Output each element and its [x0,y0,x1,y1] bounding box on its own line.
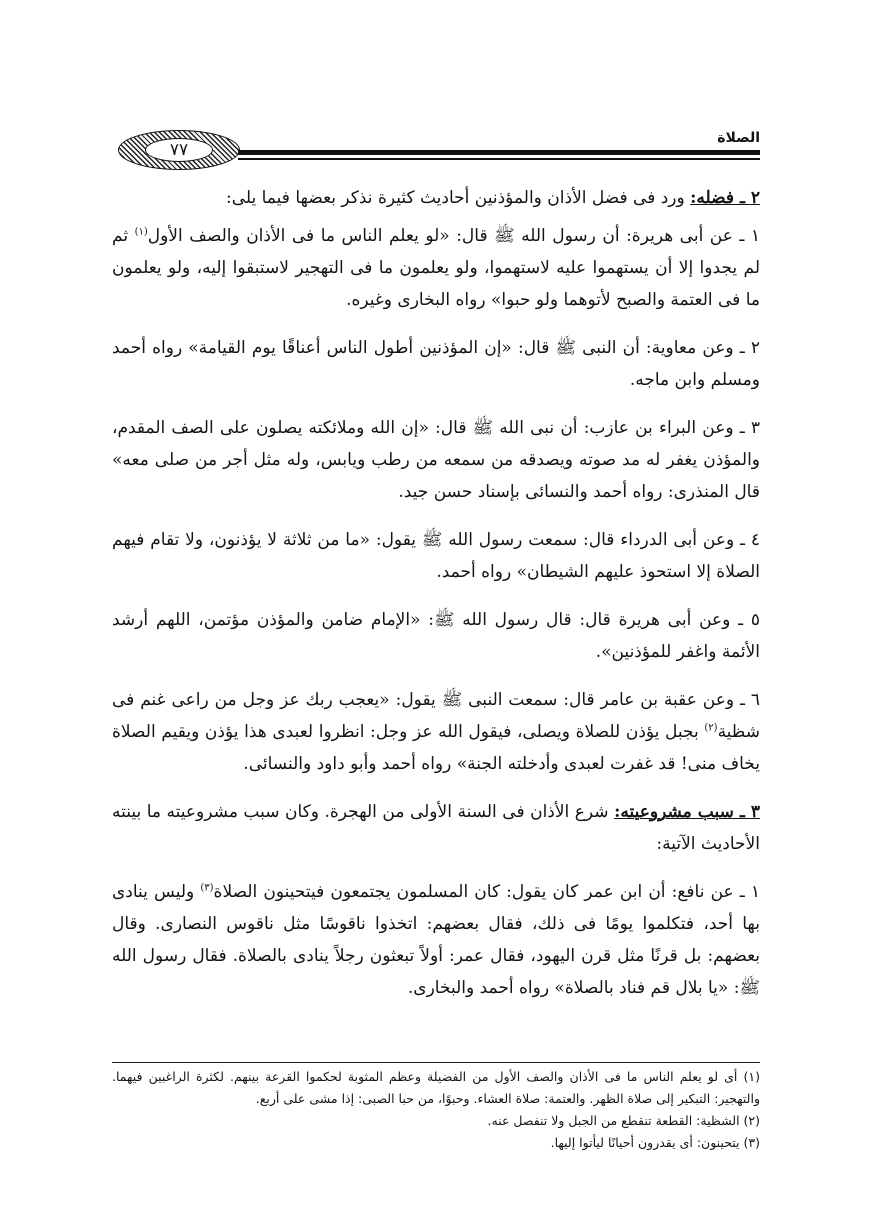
header-rule-thick [238,150,760,155]
footnote-ref-1[interactable]: (١) [134,226,148,238]
footnote-ref-2[interactable]: (٢) [704,722,718,734]
hadith-paragraph-nafi [112,876,760,1004]
footnote-3: (٣) يتحينون: أى يقدرون أحيانًا ليأتوا إليها. [550,1135,760,1150]
page-number: ٧٧ [145,138,213,162]
chapter-title: الصلاة [717,130,760,146]
hadith-paragraph-1 [112,220,760,316]
hadith-text-cont: وليس ينادى بها أحد، فتكلموا يومًا فى ذلك، فقال بعضهم: اتخذوا ناقوسًا مثل ناقوس النصارى. وقال بعضهم: بل قرنًا مثل قرن اليهود، فقال عمر: أولاً تبعثون رجلاً ينادى بالصلاة. فقال رسول الله ﷺ: «يا بلال قم فناد بالصلاة» رواه أحمد والبخارى. [112,882,760,998]
hadith-paragraph-3: ٣ ـ وعن البراء بن عازب: أن نبى الله ﷺ قال: «إن الله وملائكته يصلون على الصف المقدم، والمؤذن يغفر له مد صوته ويصدقه من سمعه من رطب ويابس، وله مثل أجر من صلى معه» قال المنذرى: رواه أحمد والنسائى بإسناد حسن جيد. [112,418,760,502]
footnotes [112,1066,760,1154]
section-heading-virtue: ٢ ـ فضله: [690,188,760,208]
hadith-text-cont: ثم لم يجدوا إلا أن يستهموا عليه لاستهموا، ولو يعلمون ما فى التهجير لاستبقوا إليه، ولو يعلمون ما فى العتمة والصبح لأتوهما ولو حبوا» رواه البخارى وغيره. [112,226,760,310]
hadith-paragraph-5: ٥ ـ وعن أبى هريرة قال: قال رسول الله ﷺ: «الإمام ضامن والمؤذن مؤتمن، اللهم أرشد الأئمة واغفر للمؤذنين». [112,610,760,662]
footnote-1: (١) أى لو يعلم الناس ما فى الأذان والصف الأول من الفضيلة وعظم المثوبة لحكموا القرعة بينهم. لكثرة الراغبين فيهما. والتهجير: التبكير إلى صلاة الظهر. والعتمة: صلاة العشاء. وحبوًا، من حبا الصبى: إذا مشى على أربع. [112,1069,760,1106]
main-text [112,182,760,1020]
section3-text: شرع الأذان فى السنة الأولى من الهجرة. وكان سبب مشروعيته ما بينته الأحاديث الآتية: [112,802,760,854]
hadith-text: ١ ـ عن أبى هريرة: أن رسول الله ﷺ قال: «لو يعلم الناس ما فى الأذان والصف الأول [147,226,761,246]
hadith-paragraph-2: ٢ ـ وعن معاوية: أن النبى ﷺ قال: «إن المؤذنين أطول الناس أعناقًا يوم القيامة» رواه أحمد ومسلم وابن ماجه. [112,338,760,390]
page-header [112,128,760,176]
intro-paragraph [112,182,760,214]
header-rule-thin [238,158,760,160]
hadith-paragraph-6 [112,684,760,780]
section3-paragraph [112,796,760,860]
page-number-badge [118,130,240,170]
hadith-text: ٦ ـ وعن عقبة بن عامر قال: سمعت النبى ﷺ يقول: «يعجب ربك عز وجل من راعى غنم فى شظية [112,690,760,742]
hadith-text: ١ ـ عن نافع: أن ابن عمر كان يقول: كان المسلمون يجتمعون فيتحينون الصلاة [213,882,761,902]
section-heading-legislation: ٣ ـ سبب مشروعيته: [614,802,760,822]
footnote-separator [112,1062,760,1063]
intro-text: ورد فى فضل الأذان والمؤذنين أحاديث كثيرة نذكر بعضها فيما يلى: [225,188,685,208]
footnote-2: (٢) الشظية: القطعة تنقطع من الجبل ولا تنفصل عنه. [487,1113,760,1128]
hadith-text-cont: بجبل يؤذن للصلاة ويصلى، فيقول الله عز وجل: انظروا لعبدى هذا يؤذن ويقيم الصلاة يخاف منى! قد غفرت لعبدى وأدخلته الجنة» رواه أحمد وأبو داود والنسائى. [112,722,760,774]
hadith-paragraph-4: ٤ ـ وعن أبى الدرداء قال: سمعت رسول الله ﷺ يقول: «ما من ثلاثة لا يؤذنون، ولا تقام فيهم الصلاة إلا استحوذ عليهم الشيطان» رواه أحمد. [112,530,760,582]
footnote-ref-3[interactable]: (٣) [200,882,214,894]
